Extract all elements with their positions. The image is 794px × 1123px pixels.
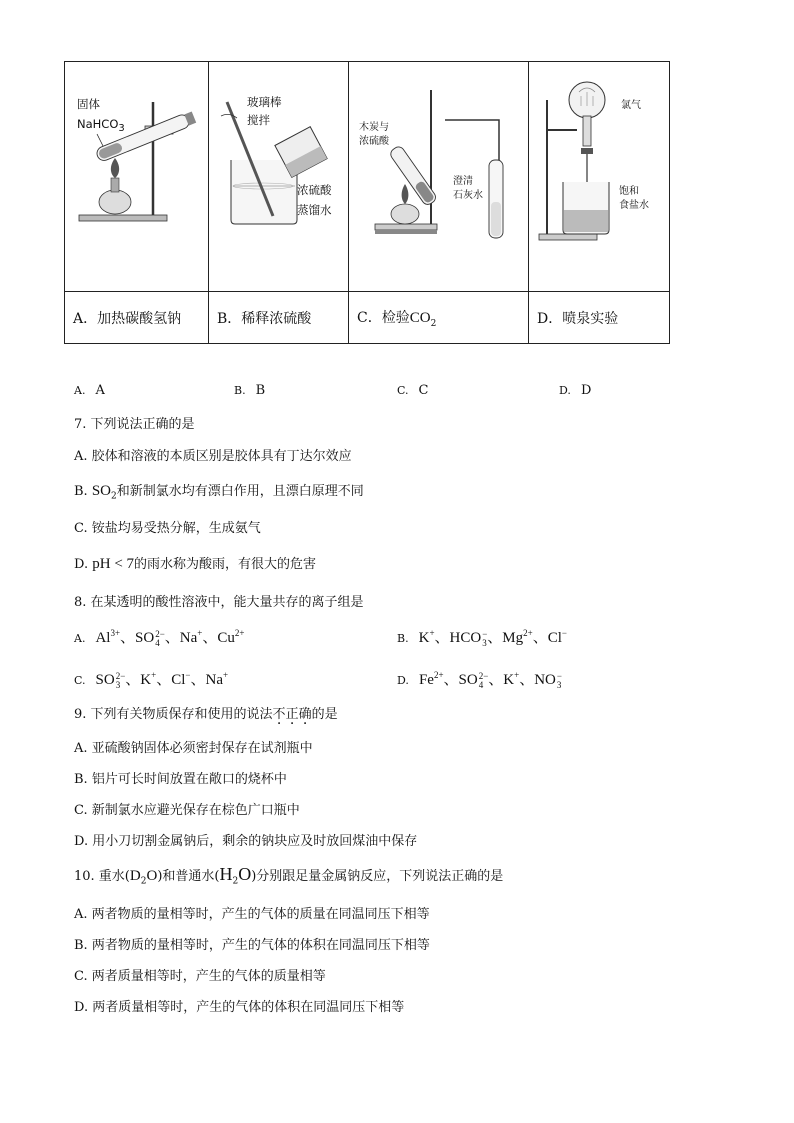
- caption-d: D．喷泉实验: [529, 292, 670, 344]
- q7-option-a[interactable]: A. 胶体和溶液的本质区别是胶体具有丁达尔效应: [74, 449, 352, 464]
- q9-stem: 9. 下列有关物质保存和使用的说法不正确的是: [74, 707, 338, 722]
- q7-stem: 7. 下列说法正确的是: [74, 417, 195, 432]
- q8-option-a[interactable]: A. $Al^{3+}$、SO2− 4 、Na+、$Cu^{2+}$: [74, 628, 245, 648]
- q10-option-d[interactable]: D. 两者质量相等时，产生的气体的体积在同温同压下相等: [74, 1000, 405, 1015]
- figure-d-fountain: [529, 62, 670, 292]
- label-charcoal2: 浓硫酸: [359, 136, 389, 147]
- q7-option-c[interactable]: C. 铵盐均易受热分解，生成氨气: [74, 521, 261, 536]
- apparatus-table: [64, 61, 670, 344]
- caption-b: B．稀释浓硫酸: [209, 292, 349, 344]
- q9-option-c[interactable]: C. 新制氯水应避光保存在棕色广口瓶中: [74, 803, 300, 818]
- q9-option-a[interactable]: A. 亚硫酸钠固体必须密封保存在试剂瓶中: [74, 741, 313, 756]
- label-lime1: 澄清: [453, 176, 473, 187]
- label-cl: 氯气: [621, 100, 641, 111]
- q8-stem: 8. 在某透明的酸性溶液中，能大量共存的离子组是: [74, 595, 364, 610]
- figure-b-dilution: [209, 62, 349, 292]
- q10-stem: 10. 重水$(D_2O)$和普通水$(H_2O)$分别跟足量金属钠反应，下列说法正确的是: [74, 864, 504, 887]
- label-lime2: 石灰水: [453, 190, 483, 201]
- q6-option-a[interactable]: A. A: [74, 383, 105, 398]
- label-charcoal1: 木炭与: [359, 122, 389, 133]
- label-rod2: 搅拌: [247, 113, 270, 127]
- label-salt2: 食盐水: [619, 200, 649, 211]
- q7-option-d[interactable]: D. pH < 7的雨水称为酸雨，有很大的危害: [74, 556, 317, 572]
- q6-option-d[interactable]: D. D: [559, 383, 592, 398]
- label-rod1: 玻璃棒: [247, 95, 282, 109]
- q10-option-b[interactable]: B. 两者物质的量相等时，产生的气体的体积在同温同压下相等: [74, 938, 430, 953]
- q9-option-b[interactable]: B. 铝片可长时间放置在敞口的烧杯中: [74, 772, 287, 787]
- label-water: 蒸馏水: [297, 203, 332, 217]
- q8-option-d[interactable]: D. $Fe^{2+}$、SO2− 4 、K+、NO− 3: [397, 670, 562, 690]
- label-solid: 固体: [77, 97, 100, 111]
- q8-option-c[interactable]: C. SO2− 3 、K+、Cl−、Na+: [74, 670, 229, 690]
- figure-c-co2-test: [349, 62, 529, 292]
- caption-a: A．加热碳酸氢钠: [65, 292, 209, 344]
- label-salt1: 饱和: [619, 186, 639, 197]
- q6-option-b[interactable]: B. B: [234, 383, 266, 398]
- q7-option-b[interactable]: B. $SO_2$和新制氯水均有漂白作用，且漂白原理不同: [74, 483, 364, 502]
- figure-a-heating: [65, 62, 209, 292]
- q10-option-a[interactable]: A. 两者物质的量相等时，产生的气体的质量在同温同压下相等: [74, 907, 430, 922]
- q9-option-d[interactable]: D. 用小刀切割金属钠后，剩余的钠块应及时放回煤油中保存: [74, 834, 418, 849]
- label-acid: 浓硫酸: [297, 183, 332, 197]
- label-compound: NaHCO3: [77, 117, 125, 134]
- q10-option-c[interactable]: C. 两者质量相等时，产生的气体的质量相等: [74, 969, 326, 984]
- q6-option-c[interactable]: C. C: [397, 383, 429, 398]
- caption-c: C．检验$CO_2$: [349, 292, 529, 344]
- q8-option-b[interactable]: B. K+、HCO− 3、$Mg^{2+}$、Cl−: [397, 628, 567, 648]
